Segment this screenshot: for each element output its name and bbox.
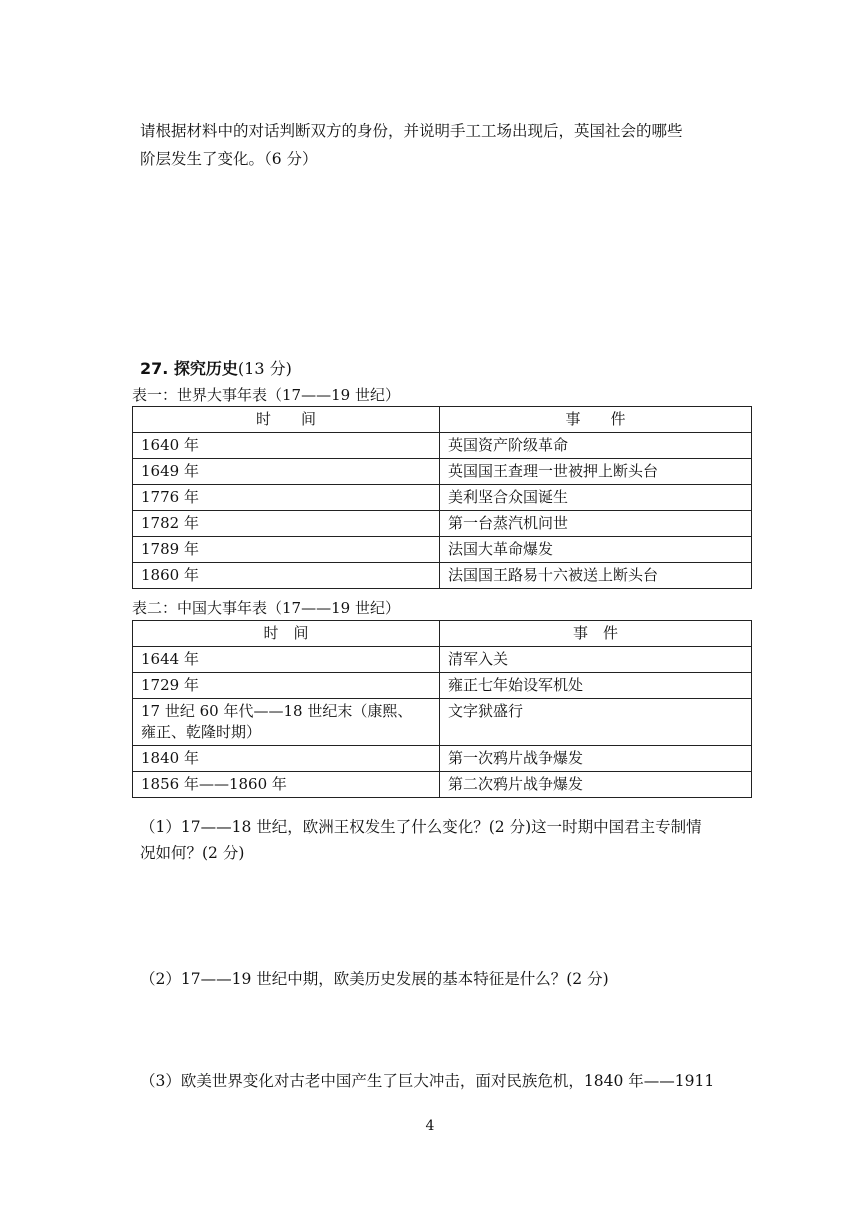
header-event: 事 件: [440, 407, 752, 433]
event-cell: 法国大革命爆发: [440, 537, 752, 563]
event-cell: 清军入关: [440, 647, 752, 673]
table-row: [133, 673, 752, 699]
time-cell: 1840 年: [133, 746, 440, 772]
intro-line-1: 请根据材料中的对话判断双方的身份，并说明手工工场出现后，英国社会的哪些: [140, 122, 683, 140]
time-cell-line-2: 雍正、乾隆时期）: [141, 723, 262, 741]
time-cell: [133, 699, 440, 746]
question-27-score: (13 分): [237, 359, 292, 378]
table-row: [133, 511, 752, 537]
question-27-title: [140, 356, 292, 379]
table-row: [133, 699, 752, 746]
sub-question-2: （2）17——19 世纪中期，欧美历史发展的基本特征是什么？(2 分): [140, 970, 609, 988]
page-number: 4: [425, 1118, 435, 1134]
time-cell-line-1: 17 世纪 60 年代——18 世纪末（康熙、: [141, 702, 413, 720]
time-cell: 1649 年: [133, 459, 440, 485]
question-27-number-title: 27. 探究历史: [140, 359, 238, 378]
table-row: [133, 459, 752, 485]
time-cell: 1856 年——1860 年: [133, 772, 440, 798]
time-cell: 1782 年: [133, 511, 440, 537]
table-row: [133, 563, 752, 589]
event-cell: 法国国王路易十六被送上断头台: [440, 563, 752, 589]
table-row: [133, 772, 752, 798]
event-cell: 英国国王查理一世被押上断头台: [440, 459, 752, 485]
time-cell: 1729 年: [133, 673, 440, 699]
table-header-row: [133, 407, 752, 433]
sub-question-3: （3）欧美世界变化对古老中国产生了巨大冲击，面对民族危机，1840 年——1911: [140, 1072, 715, 1090]
time-cell: 1860 年: [133, 563, 440, 589]
table-row: [133, 647, 752, 673]
event-cell: 英国资产阶级革命: [440, 433, 752, 459]
time-cell: 1640 年: [133, 433, 440, 459]
table-row: [133, 485, 752, 511]
event-cell: 美利坚合众国诞生: [440, 485, 752, 511]
table2-caption: 表二：中国大事年表（17——19 世纪）: [132, 599, 400, 617]
china-events-table: [132, 620, 752, 798]
intro-line-2: 阶层发生了变化。（6 分）: [140, 150, 318, 168]
time-cell: 1644 年: [133, 647, 440, 673]
time-cell: 1776 年: [133, 485, 440, 511]
event-cell: 第二次鸦片战争爆发: [440, 772, 752, 798]
event-cell: 第一次鸦片战争爆发: [440, 746, 752, 772]
table1-caption: 表一：世界大事年表（17——19 世纪）: [132, 386, 400, 404]
table-row: [133, 746, 752, 772]
event-cell: 文字狱盛行: [440, 699, 752, 746]
event-cell: 第一台蒸汽机问世: [440, 511, 752, 537]
world-events-table: [132, 406, 752, 589]
sub-question-1-line-2: 况如何？(2 分): [140, 844, 245, 862]
sub-question-1-line-1: （1）17——18 世纪，欧洲王权发生了什么变化？(2 分)这一时期中国君主专制情: [140, 818, 702, 836]
header-time: 时 间: [133, 621, 440, 647]
header-event: 事 件: [440, 621, 752, 647]
event-cell: 雍正七年始设军机处: [440, 673, 752, 699]
table-header-row: [133, 621, 752, 647]
time-cell: 1789 年: [133, 537, 440, 563]
header-time: 时 间: [133, 407, 440, 433]
table-row: [133, 537, 752, 563]
table-row: [133, 433, 752, 459]
